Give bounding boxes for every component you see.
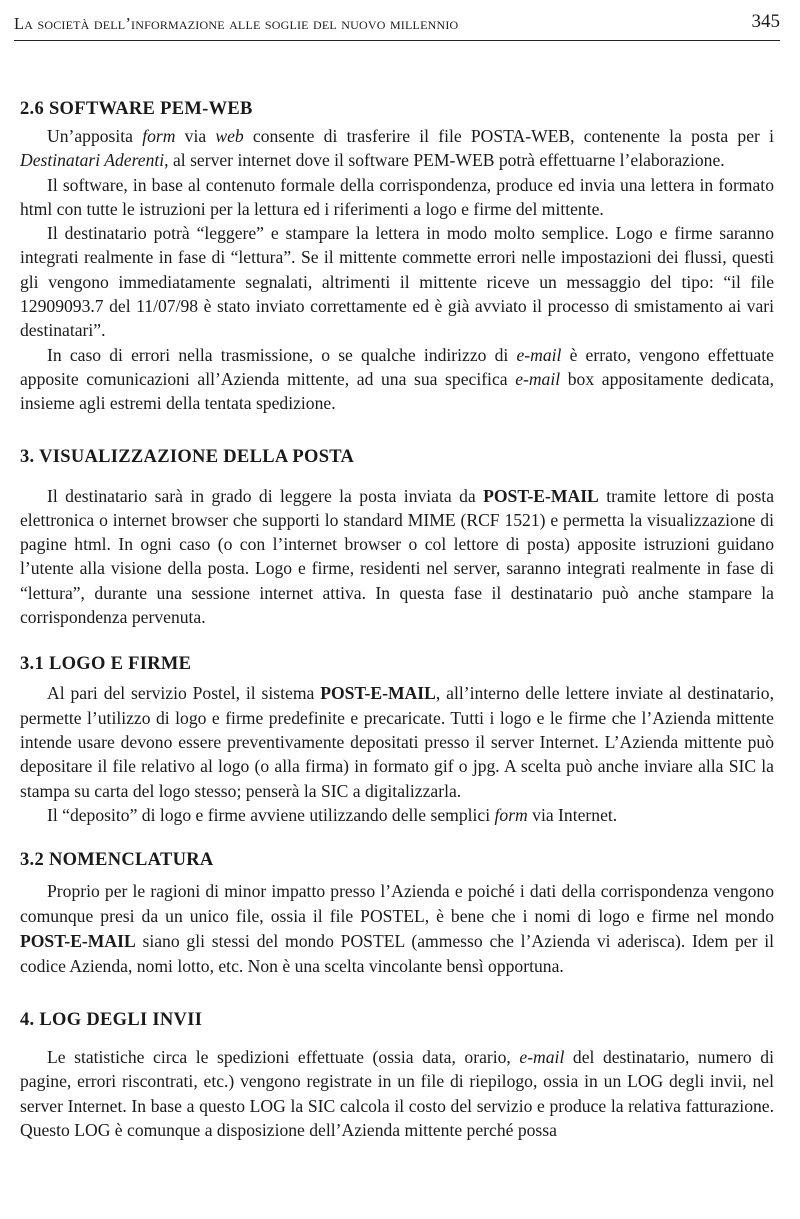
paragraph-2-6-3: Il destinatario potrà “leggere” e stampare la lettera in modo molto semplice. Logo e firme saranno integrati realmente in fase di “lettura”. Se il mittente commette errori nelle impostazioni dei flussi, questi gli vengono immediatamente segnalati, altrimenti il mittente riceve un messaggio del tipo: “il file 12909093.7 del 11/07/98 è stato inviato correttamente ed è già avviato il processo di smistamento ai vari destinatari”. — [20, 223, 774, 341]
section-heading-3: 3. VISUALIZZAZIONE DELLA POSTA — [20, 446, 355, 467]
paragraph-3-1-2: Il “deposito” di logo e firme avviene utilizzando delle semplici form via Internet. — [47, 804, 618, 825]
section-heading-3-2: 3.2 NOMENCLATURA — [20, 850, 214, 871]
section-heading-4: 4. LOG DEGLI INVII — [20, 1010, 203, 1031]
page-body — [20, 96, 774, 1219]
paragraph-3-2-1: Proprio per le ragioni di minor impatto presso l’Azienda e poiché i dati della corrispondenza vengono comunque presi da un unico file, ossia il file POSTEL, è bene che i nomi di logo e firme nel mondo POST-E-MAIL siano gli stessi del mondo POSTEL (ammesso che l’Azienda vi aderisca). Idem per il codice Azienda, nomi lotto, etc. Non è una scelta vincolante bensì opportuna. — [20, 881, 774, 977]
paragraph-3-1: Il destinatario sarà in grado di leggere la posta inviata da POST-E-MAIL tramite lettore di posta elettronica o internet browser che supporti lo standard MIME (RCF 1521) e permetta la visualizzazione di pagine html. In ogni caso (o con l’internet browser o col lettore di posta) apposite istruzioni guidano l’utente alla visione della posta. Logo e firme, residenti nel server, saranno integrati realmente in fase di “lettura”, durante una sessione internet attiva. In questa fase il destinatario può anche stampare la corrispondenza pervenuta. — [20, 485, 774, 628]
page-number: 345 — [751, 11, 780, 32]
section-heading-3-1: 3.1 LOGO E FIRME — [20, 654, 192, 675]
paragraph-2-6-4: In caso di errori nella trasmissione, o se qualche indirizzo di e-mail è errato, vengono effettuate apposite comunicazioni all’Azienda mittente, ad una sua specifica e-mail box appositamente dedicata, insieme agli estremi della tentata spedizione. — [20, 344, 774, 414]
paragraph-2-6-2: Il software, in base al contenuto formale della corrispondenza, produce ed invia una lettera in formato html con tutte le istruzioni per la lettura ed i riferimenti a logo e firme del mittente. — [20, 174, 774, 219]
paragraph-3-1-1: Al pari del servizio Postel, il sistema POST-E-MAIL, all’interno delle lettere inviate al destinatario, permette l’utilizzo di logo e firme predefinite e precaricate. Tutti i logo e le firme che l’Azienda mittente intende usare devono essere preventivamente depositati presso il server Internet. L’Azienda mittente può depositare il file relativo al logo (o alla firma) in formato gif o jpg. A scelta può anche inviare alla SIC la stampa su carta del logo stesso; penserà la SIC a digitalizzarla. — [20, 683, 774, 801]
section-3-2-body — [20, 879, 774, 979]
section-heading-2-6: 2.6 SOFTWARE PEM-WEB — [20, 99, 253, 119]
paragraph-4-1: Le statistiche circa le spedizioni effettuate (ossia data, orario, e-mail del destinatario, numero di pagine, errori riscontrati, etc.) vengono registrate in un file di riepilogo, ossia in un LOG degli invii, nel server Internet. In base a questo LOG la SIC calcola il costo del servizio e produce la relativa fatturazione. Questo LOG è comunque a disposizione dell’Azienda mittente perché possa — [20, 1047, 774, 1141]
running-header — [14, 6, 780, 41]
paragraph-2-6-1: Un’apposita form via web consente di trasferire il file POSTA-WEB, contenente la posta per i Destinatari Aderenti, al server internet dove il software PEM-WEB potrà effettuarne l’elaborazione. — [20, 126, 774, 171]
running-title: La società dell’informazione alle soglie del nuovo millennio — [14, 14, 459, 33]
